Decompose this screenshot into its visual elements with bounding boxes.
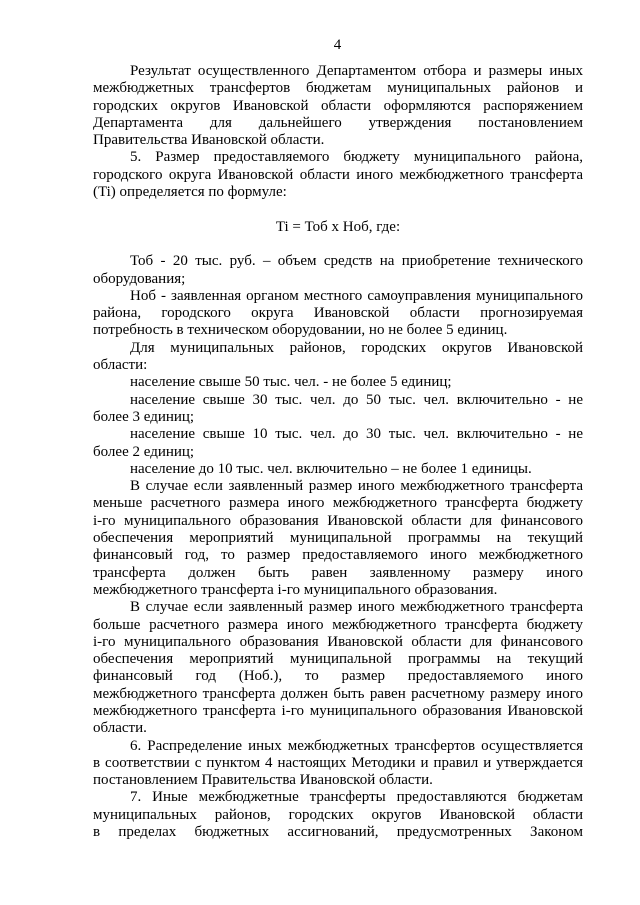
text-line: района, городского округа Ивановской области прогнозируемая: [93, 305, 583, 322]
text-line: население до 10 тыс. чел. включительно – не более 1 единицы.: [130, 460, 532, 477]
paragraph: [93, 478, 583, 599]
text-line: В случае если заявленный размер иного межбюджетного трансферта: [130, 478, 583, 495]
blank-line: [93, 236, 583, 253]
text-line: потребность в техническом оборудовании, но не более 5 единиц.: [93, 322, 508, 339]
text-line: межбюджетного трансферта i-го муниципального образования Ивановской: [93, 702, 583, 719]
text-line: Результат осуществленного Департаментом отбора и размеры иных: [130, 63, 583, 79]
paragraph: [93, 392, 583, 427]
text-line: более 3 единиц;: [93, 408, 195, 425]
paragraph: [93, 599, 583, 737]
text-line: население свыше 50 тыс. чел. - не более 5 единиц;: [130, 374, 452, 391]
text-line: оборудования;: [93, 270, 186, 287]
text-line: области.: [93, 720, 147, 737]
text-line: больше расчетного размера иного межбюджетного трансферта бюджету: [93, 616, 583, 633]
text-line: (Ti) определяется по формуле:: [93, 184, 287, 201]
text-line: более 2 единиц;: [93, 443, 195, 460]
text-line: в соответствии с пунктом 4 настоящих Методики и правил и утверждается: [93, 754, 583, 771]
text-line: i-го муниципального образования Ивановской области для финансового: [93, 512, 583, 529]
paragraph: [93, 738, 583, 790]
text-line: Для муниципальных районов, городских округов Ивановской: [130, 339, 583, 356]
text-line: в пределах бюджетных ассигнований, предусмотренных Законом: [93, 824, 583, 841]
text-line: В случае если заявленный размер иного межбюджетного трансферта: [130, 599, 583, 616]
paragraph: [93, 149, 583, 201]
formula: [93, 219, 583, 236]
text-line: 5. Размер предоставляемого бюджету муниципального района,: [130, 149, 583, 166]
text-line: Ti = Тоб х Ноб, где:: [275, 218, 401, 235]
text-line: Тоб - 20 тыс. руб. – объем средств на приобретение технического: [130, 253, 583, 270]
text-line: межбюджетных трансфертов бюджетам муниципальных районов и: [93, 80, 583, 97]
text-line: финансовый год, то размер предоставляемого иного межбюджетного: [93, 547, 583, 564]
text-line: области:: [93, 357, 148, 374]
text-line: население свыше 10 тыс. чел. до 30 тыс. чел. включительно - не: [130, 426, 583, 443]
text-line: меньше расчетного размера иного межбюджетного трансферта бюджету: [93, 495, 583, 512]
paragraph: [93, 288, 583, 340]
text-line: обеспечения мероприятий муниципальной программы на текущий: [93, 651, 583, 668]
text-line: Департамента для дальнейшего утверждения постановлением: [93, 114, 583, 131]
paragraph: [93, 253, 583, 288]
text-line: финансовый год (Ноб.), то размер предоставляемого иного: [93, 668, 583, 685]
text-line: 7. Иные межбюджетные трансферты предоставляются бюджетам: [130, 789, 583, 806]
text-line: население свыше 30 тыс. чел. до 50 тыс. чел. включительно - не: [130, 391, 583, 408]
paragraph: [93, 426, 583, 461]
paragraph: [93, 374, 583, 391]
text-line: i-го муниципального образования Ивановской области для финансового: [93, 633, 583, 650]
text-line: 6. Распределение иных межбюджетных трансфертов осуществляется: [130, 737, 583, 754]
paragraph: [93, 63, 583, 149]
text-line: трансферта должен быть равен заявленному размеру иного: [93, 564, 583, 581]
paragraph: [93, 789, 583, 841]
text-line: городских округов Ивановской области оформляются распоряжением: [93, 97, 583, 114]
document-body: [93, 63, 583, 841]
text-line: постановлением Правительства Ивановской области.: [93, 772, 433, 789]
page-number: 4: [333, 37, 342, 53]
blank-line: [93, 201, 583, 218]
paragraph: [93, 340, 583, 375]
text-line: городского округа Ивановской области иного межбюджетного трансферта: [93, 166, 583, 183]
text-line: обеспечения мероприятий муниципальной программы на текущий: [93, 530, 583, 547]
paragraph: [93, 461, 583, 478]
text-line: межбюджетного трансферта i-го муниципального образования.: [93, 581, 498, 598]
text-line: муниципальных районов, городских округов Ивановской области: [93, 806, 583, 823]
text-line: Правительства Ивановской области.: [93, 132, 325, 149]
text-line: Ноб - заявленная органом местного самоуправления муниципального: [130, 287, 583, 304]
text-line: межбюджетного трансферта должен быть равен расчетному размеру иного: [93, 685, 583, 702]
